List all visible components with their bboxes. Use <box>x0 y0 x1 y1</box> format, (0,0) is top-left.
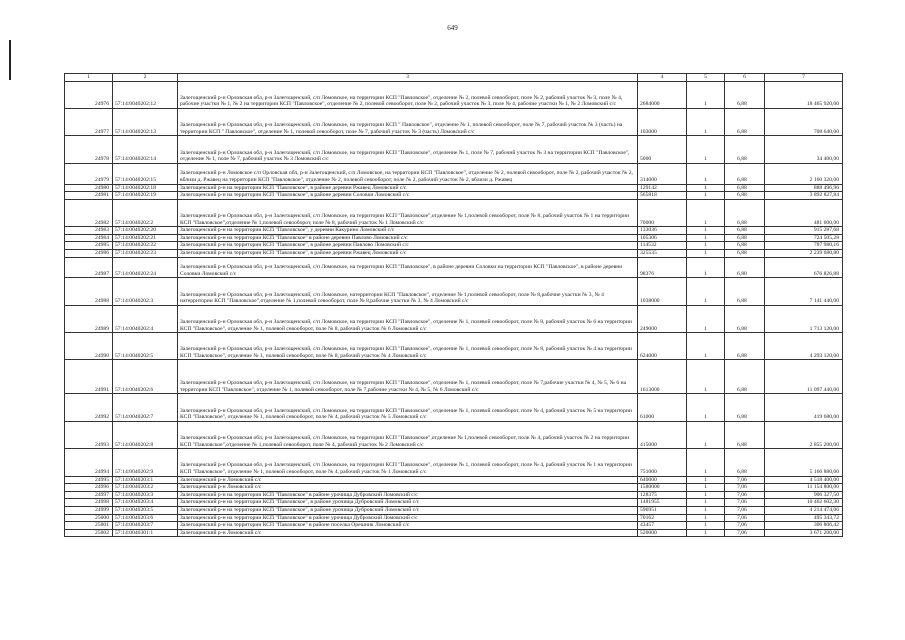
count-value: 1 <box>687 529 725 537</box>
count-value: 1 <box>687 333 725 360</box>
sum-value: 11 097 440,00 <box>765 360 843 394</box>
area-value: 565818 <box>638 192 687 200</box>
count-value: 1 <box>687 305 725 332</box>
table-row <box>65 449 843 476</box>
area-value: 1613000 <box>638 360 687 394</box>
sum-value: 2 239 680,80 <box>765 249 843 257</box>
table-row <box>65 227 843 235</box>
table-row <box>65 257 843 278</box>
cadastral-number: 57:14:0040202:8 <box>113 421 178 448</box>
count-value: 1 <box>687 257 725 278</box>
cadastral-number: 57:14:0040301:1 <box>113 529 178 537</box>
table-row <box>65 136 843 163</box>
area-value: 2684000 <box>638 81 687 108</box>
area-value: 596951 <box>638 507 687 515</box>
table-row <box>65 491 843 499</box>
row-number: 24989 <box>65 305 113 332</box>
sum-value: 3 892 827,84 <box>765 192 843 200</box>
sum-value: 495 343,72 <box>765 514 843 522</box>
location-description: Залегощенский р-н на территории КСП "Павловское", в районе деревни Соловки Ломовский с/с <box>178 192 638 200</box>
area-value: 43457 <box>638 522 687 530</box>
count-value: 1 <box>687 242 725 250</box>
row-number: 24980 <box>65 184 113 192</box>
location-description: Залегощенский р-н Орловская обл, р-н Залегощенский, с/п Ломовское, на территории КСП "Павловское", в районе деревни Соловки на территории КСП "Павловское", в районе деревни Соловки Ломовский с/с <box>178 257 638 278</box>
area-value: 751000 <box>638 449 687 476</box>
cadastral-number: 57:14:0040202:23 <box>113 249 178 257</box>
rate-value: 6,88 <box>725 249 765 257</box>
cadastral-number: 57:14:0040203:1 <box>113 476 178 484</box>
count-value: 1 <box>687 394 725 421</box>
area-value: 415000 <box>638 421 687 448</box>
cadastral-number: 57:14:0040202:14 <box>113 136 178 163</box>
location-description: Залегощенский р-н Орловская обл, р-н Залегощенский, с/п Ломовское, на территории КСП "Павловское", отделение № 1, полевой севооборот, поле № 7,рабочие участки № 4, № 5, № 6 на территории КСП "Павловское", отделение № 1, полевой севооборот, поле № 7,рабочие участки № 4, № 5, № 6 Ломовский с/с <box>178 360 638 394</box>
sum-value: 481 600,00 <box>765 199 843 226</box>
row-number: 24995 <box>65 476 113 484</box>
sum-value: 1 713 120,00 <box>765 305 843 332</box>
cadastral-number: 57:14:0040202:12 <box>113 81 178 108</box>
area-value: 103000 <box>638 108 687 135</box>
count-value: 1 <box>687 163 725 184</box>
table-row <box>65 163 843 184</box>
table-row <box>65 529 843 537</box>
cadastral-number: 57:14:0040202:9 <box>113 449 178 476</box>
page-number: 649 <box>447 24 458 32</box>
row-number: 25000 <box>65 514 113 522</box>
location-description: Залегощенский р-н Орловская обл, р-н Залегощенский, с/п Ломовское, на территории КСП "Павловское", отделение № 1, полевой севооборот, поле № 4, рабочий участок № 1 на территории КСП "Павловское", отделение № 1, полевой севооборот, поле № 4, рабочий участок № 1 Ломовский с/с <box>178 449 638 476</box>
sum-value: 34 400,00 <box>765 136 843 163</box>
cadastral-number: 57:14:0040202:22 <box>113 242 178 250</box>
sum-value: 787 980,16 <box>765 242 843 250</box>
rate-value: 6,88 <box>725 163 765 184</box>
cadastral-number: 57:14:0040202:19 <box>113 192 178 200</box>
location-description: Залегощенский р-н Ломовский с/с <box>178 529 638 537</box>
location-description: Залегощенский р-н на территории КСП "Павловское" в районе деревни Павлово Ломовский с/с <box>178 234 638 242</box>
table-row <box>65 249 843 257</box>
rate-value: 6,88 <box>725 136 765 163</box>
rate-value: 7,06 <box>725 476 765 484</box>
sum-value: 4 293 120,00 <box>765 333 843 360</box>
location-description: Залегощенский р-н на территории КСП "Павловское", в районе урочища Дубровский Ломовский с/с <box>178 499 638 507</box>
count-value: 1 <box>687 108 725 135</box>
count-value: 1 <box>687 421 725 448</box>
row-number: 24999 <box>65 507 113 515</box>
sum-value: 18 465 920,00 <box>765 81 843 108</box>
count-value: 1 <box>687 227 725 235</box>
area-value: 133036 <box>638 227 687 235</box>
area-value: 325535 <box>638 249 687 257</box>
rate-value: 6,88 <box>725 305 765 332</box>
cadastral-number: 57:14:0040202:4 <box>113 305 178 332</box>
cadastral-number: 57:14:0040202:7 <box>113 394 178 421</box>
area-value: 129142 <box>638 184 687 192</box>
area-value: 624000 <box>638 333 687 360</box>
header-cell: 2 <box>113 74 178 82</box>
cadastral-number: 57:14:0040202:3 <box>113 278 178 305</box>
rate-value: 6,88 <box>725 449 765 476</box>
count-value: 1 <box>687 81 725 108</box>
header-cell: 6 <box>725 74 765 82</box>
row-number: 24988 <box>65 278 113 305</box>
header-cell: 4 <box>638 74 687 82</box>
row-number: 24979 <box>65 163 113 184</box>
table-row <box>65 242 843 250</box>
register-table <box>64 73 843 537</box>
row-number: 24977 <box>65 108 113 135</box>
location-description: Залегощенский р-н Орловская обл, р-н Залегощенский, с/п Ломовское, на территории КСП "Павловское", отделение № 1, поле № 7, рабочий участок № 3 на территории КСП "Павловское", отделение № 1, поле № 7, рабочий участок № 3 Ломовский с/с <box>178 136 638 163</box>
margin-mark <box>9 40 11 80</box>
count-value: 1 <box>687 491 725 499</box>
location-description: Залегощенский р-н Орловская обл, р-н Залегощенский, с/п Ломовское, натерритории КСП "Павловское", отделение № 1,полевой севооборот, поле № 8,рабочие участки № 3, № 4 натерритории КСП "Павловское",отделение № 1,полевой севооборот, поле № 8,рабочие участки № 3, № 4 Ломовский с/с <box>178 278 638 305</box>
row-number: 24996 <box>65 484 113 492</box>
table-row <box>65 192 843 200</box>
rate-value: 6,88 <box>725 257 765 278</box>
location-description: Залегощенский р-н Орловская обл, р-н Залегощенский, с/п Ломовское, на территории КСП "Павловское", отделение № 1, полевой севооборот, поле № 4, рабочий участок № 5 на территории КСП "Павловское", отделение № 1, полевой севооборот, поле № 4, рабочий участок № 5 Ломовский с/с <box>178 394 638 421</box>
count-value: 1 <box>687 514 725 522</box>
row-number: 24981 <box>65 192 113 200</box>
table-row <box>65 522 843 530</box>
count-value: 1 <box>687 136 725 163</box>
area-value: 314000 <box>638 163 687 184</box>
rate-value: 7,06 <box>725 484 765 492</box>
table-row <box>65 234 843 242</box>
area-value: 105306 <box>638 234 687 242</box>
sum-value: 2 855 200,00 <box>765 421 843 448</box>
area-value: 640000 <box>638 476 687 484</box>
table-row <box>65 333 843 360</box>
count-value: 1 <box>687 507 725 515</box>
rate-value: 7,06 <box>725 529 765 537</box>
count-value: 1 <box>687 234 725 242</box>
location-description: Залегощенский р-н на территории КСП "Павловское" в районе поселка Орешник Ломовский с/с <box>178 522 638 530</box>
cadastral-number: 57:14:0040202:13 <box>113 108 178 135</box>
area-value: 520000 <box>638 529 687 537</box>
table-row <box>65 278 843 305</box>
area-value: 249000 <box>638 305 687 332</box>
location-description: Залегощенский р-н на территории КСП "Павловское", в районе деревни Ржавец Ломовский с/с <box>178 249 638 257</box>
rate-value: 6,88 <box>725 333 765 360</box>
rate-value: 7,06 <box>725 499 765 507</box>
sum-value: 888 496,96 <box>765 184 843 192</box>
table-row <box>65 476 843 484</box>
rate-value: 6,88 <box>725 108 765 135</box>
cadastral-number: 57:14:0040202:18 <box>113 184 178 192</box>
count-value: 1 <box>687 199 725 226</box>
count-value: 1 <box>687 184 725 192</box>
location-description: Залегощенский р-н на территории КСП "Павловское", у деревни Какурино Ломовский с/с <box>178 227 638 235</box>
cadastral-number: 57:14:0040202:24 <box>113 257 178 278</box>
table-row <box>65 360 843 394</box>
row-number: 24983 <box>65 227 113 235</box>
count-value: 1 <box>687 278 725 305</box>
sum-value: 5 166 880,00 <box>765 449 843 476</box>
location-description: Залегощенский р-н Ломовское с/п Орловская обл, р-н Залегощенский, с/п Ломовское, на территории КСП "Павловское", отделение № 2, полевой севооборот, поле № 2, рабочий участок № 2, вблизи д. Ржавец на территории КСП "Павловское", отделение № 2, полевой севооборот, поле № 2, рабочий участок № 2, вблизи д. Ржавец <box>178 163 638 184</box>
rate-value: 7,06 <box>725 491 765 499</box>
table-row <box>65 507 843 515</box>
location-description: Залегощенский р-н Орловская обл, р-н Залегощенский, с/п Ломовское, на территории КСП "Павловское",отделение № 1,полевой севооборот, поле № 4, рабочий участок № 2 на территории КСП "Павловское",отделение № 1,полевой севооборот, поле № 4, рабочий участок № 2 Ломовский с/с <box>178 421 638 448</box>
area-value: 98376 <box>638 257 687 278</box>
count-value: 1 <box>687 522 725 530</box>
rate-value: 6,88 <box>725 278 765 305</box>
location-description: Залегощенский р-н Орловская обл, р-н Залегощенский, с/п Ломовское, на территории КСП "Павловское",отделение № 1,полевой севооборот, поле № 8, рабочий участок № 1 на территории КСП "Павловское",отделение № 1,полевой севооборот, поле № 8, рабочий участок № 1 Ломовский с/с <box>178 199 638 226</box>
header-row <box>65 74 843 82</box>
count-value: 1 <box>687 484 725 492</box>
sum-value: 915 287,68 <box>765 227 843 235</box>
row-number: 24978 <box>65 136 113 163</box>
area-value: 1481955 <box>638 499 687 507</box>
cadastral-number: 57:14:0040202:6 <box>113 360 178 394</box>
cadastral-number: 57:14:0040202:5 <box>113 333 178 360</box>
row-number: 24998 <box>65 499 113 507</box>
row-number: 24990 <box>65 333 113 360</box>
count-value: 1 <box>687 192 725 200</box>
rate-value: 6,88 <box>725 360 765 394</box>
row-number: 25002 <box>65 529 113 537</box>
sum-value: 3 671 200,00 <box>765 529 843 537</box>
cadastral-number: 57:14:0040202:21 <box>113 234 178 242</box>
area-value: 114532 <box>638 242 687 250</box>
header-cell: 5 <box>687 74 725 82</box>
rate-value: 6,88 <box>725 192 765 200</box>
area-value: 61000 <box>638 394 687 421</box>
sum-value: 4 518 400,00 <box>765 476 843 484</box>
location-description: Залегощенский р-н Ломовский с/с <box>178 476 638 484</box>
location-description: Залегощенский р-н Орловская обл, р-н Залегощенский, с/п Ломовское, на территории КСП " Павловское", отделение № 1, полевой севооборот, поле № 7, рабочий участок № 3 (часть) на территории КСП " Павловское", отделение № 1, полевой севооборот, поле № 7, рабочий участок № 3 (часть) Ломовский с/с <box>178 108 638 135</box>
count-value: 1 <box>687 360 725 394</box>
sum-value: 906 327,50 <box>765 491 843 499</box>
location-description: Залегощенский р-н на территории КСП "Павловское", в районе урочища Дубровский Ломовский с/с <box>178 507 638 515</box>
rate-value: 6,88 <box>725 421 765 448</box>
area-value: 1038000 <box>638 278 687 305</box>
rate-value: 6,88 <box>725 394 765 421</box>
row-number: 24984 <box>65 234 113 242</box>
rate-value: 7,06 <box>725 507 765 515</box>
header-cell: 3 <box>178 74 638 82</box>
row-number: 24992 <box>65 394 113 421</box>
cadastral-number: 57:14:0040203:4 <box>113 499 178 507</box>
rate-value: 7,06 <box>725 514 765 522</box>
row-number: 24976 <box>65 81 113 108</box>
header-cell: 7 <box>765 74 843 82</box>
cadastral-number: 57:14:0040203:2 <box>113 484 178 492</box>
table-row <box>65 514 843 522</box>
area-value: 70162 <box>638 514 687 522</box>
row-number: 24993 <box>65 421 113 448</box>
rate-value: 6,88 <box>725 227 765 235</box>
location-description: Залегощенский р-н Ломовский с/с <box>178 484 638 492</box>
cadastral-number: 57:14:0040202:20 <box>113 227 178 235</box>
sum-value: 4 214 474,06 <box>765 507 843 515</box>
row-number: 24982 <box>65 199 113 226</box>
row-number: 24986 <box>65 249 113 257</box>
sum-value: 2 160 320,00 <box>765 163 843 184</box>
table-row <box>65 421 843 448</box>
location-description: Залегощенский р-н на территории КСП "Павловское" в районе урочища Дубровский Ломовский с/с <box>178 491 638 499</box>
sum-value: 676 826,88 <box>765 257 843 278</box>
table-row <box>65 108 843 135</box>
count-value: 1 <box>687 499 725 507</box>
cadastral-number: 57:14:0040203:7 <box>113 522 178 530</box>
sum-value: 724 505,28 <box>765 234 843 242</box>
row-number: 24985 <box>65 242 113 250</box>
table-row <box>65 305 843 332</box>
row-number: 24987 <box>65 257 113 278</box>
cadastral-number: 57:14:0040203:6 <box>113 514 178 522</box>
row-number: 25001 <box>65 522 113 530</box>
area-value: 5000 <box>638 136 687 163</box>
table-row <box>65 484 843 492</box>
cadastral-number: 57:14:0040202:15 <box>113 163 178 184</box>
table-row <box>65 499 843 507</box>
location-description: Залегощенский р-н Орловская обл, р-н Залегощенский, с/п Ломовское, на территории КСП "Павловское", отделение № 1, полевой севооборот, поле № 8, рабочий участок № 4 на территории КСП "Павловское", отделение № 1, полевой севооборот, поле № 8, рабочий участок № 4 Ломовский с/с <box>178 333 638 360</box>
rate-value: 6,88 <box>725 81 765 108</box>
cadastral-number: 57:14:0040203:3 <box>113 491 178 499</box>
rate-value: 6,88 <box>725 234 765 242</box>
table-row <box>65 81 843 108</box>
area-value: 128375 <box>638 491 687 499</box>
sum-value: 708 640,00 <box>765 108 843 135</box>
row-number: 24997 <box>65 491 113 499</box>
location-description: Залегощенский р-н Орловская обл, р-н Залегощенский, с/п Ломовское, на территории КСП "Павловское", отделение № 1, полевой севооборот, поле № 8, рабочий участок № 6 на территории КСП "Павловское", отделение № 1, полевой севооборот, поле № 8, рабочий участок № 6 Ломовский с/с <box>178 305 638 332</box>
sum-value: 306 806,42 <box>765 522 843 530</box>
area-value: 1580000 <box>638 484 687 492</box>
location-description: Залегощенский р-н на территории КСП "Павловское" в районе урочища Дубровский Ломовский с/с <box>178 514 638 522</box>
rate-value: 7,06 <box>725 522 765 530</box>
area-value: 70000 <box>638 199 687 226</box>
table-row <box>65 394 843 421</box>
sum-value: 10 462 602,30 <box>765 499 843 507</box>
location-description: Залегощенский р-н на территории КСП "Павловское", в районе деревни Павлово Ломовский с/с <box>178 242 638 250</box>
header-cell: 1 <box>65 74 113 82</box>
table-row <box>65 199 843 226</box>
sum-value: 419 680,00 <box>765 394 843 421</box>
rate-value: 6,88 <box>725 242 765 250</box>
location-description: Залегощенский р-н на территории КСП "Павловское", в районе деревни Ржавец Ломовский с/с <box>178 184 638 192</box>
row-number: 24991 <box>65 360 113 394</box>
count-value: 1 <box>687 476 725 484</box>
count-value: 1 <box>687 449 725 476</box>
cadastral-number: 57:14:0040203:5 <box>113 507 178 515</box>
table-row <box>65 184 843 192</box>
row-number: 24994 <box>65 449 113 476</box>
sum-value: 7 141 440,00 <box>765 278 843 305</box>
cadastral-number: 57:14:0040202:2 <box>113 199 178 226</box>
location-description: Залегощенский р-н Орловская обл, р-н Залегощенский, с/п Ломовское, на территории КСП "Павловское", отделение № 2, полевой севооборот, поле № 2, рабочий участок № 3, поле № 4, рабочие участки № 1, № 2 на территории КСП "Павловское", отделение № 2, полевой севооборот, поле № 2, рабочий участок № 3, поле № 4, рабочие участки № 1, № 2 Ломовский с/с <box>178 81 638 108</box>
rate-value: 6,88 <box>725 184 765 192</box>
rate-value: 6,88 <box>725 199 765 226</box>
sum-value: 11 154 800,00 <box>765 484 843 492</box>
count-value: 1 <box>687 249 725 257</box>
